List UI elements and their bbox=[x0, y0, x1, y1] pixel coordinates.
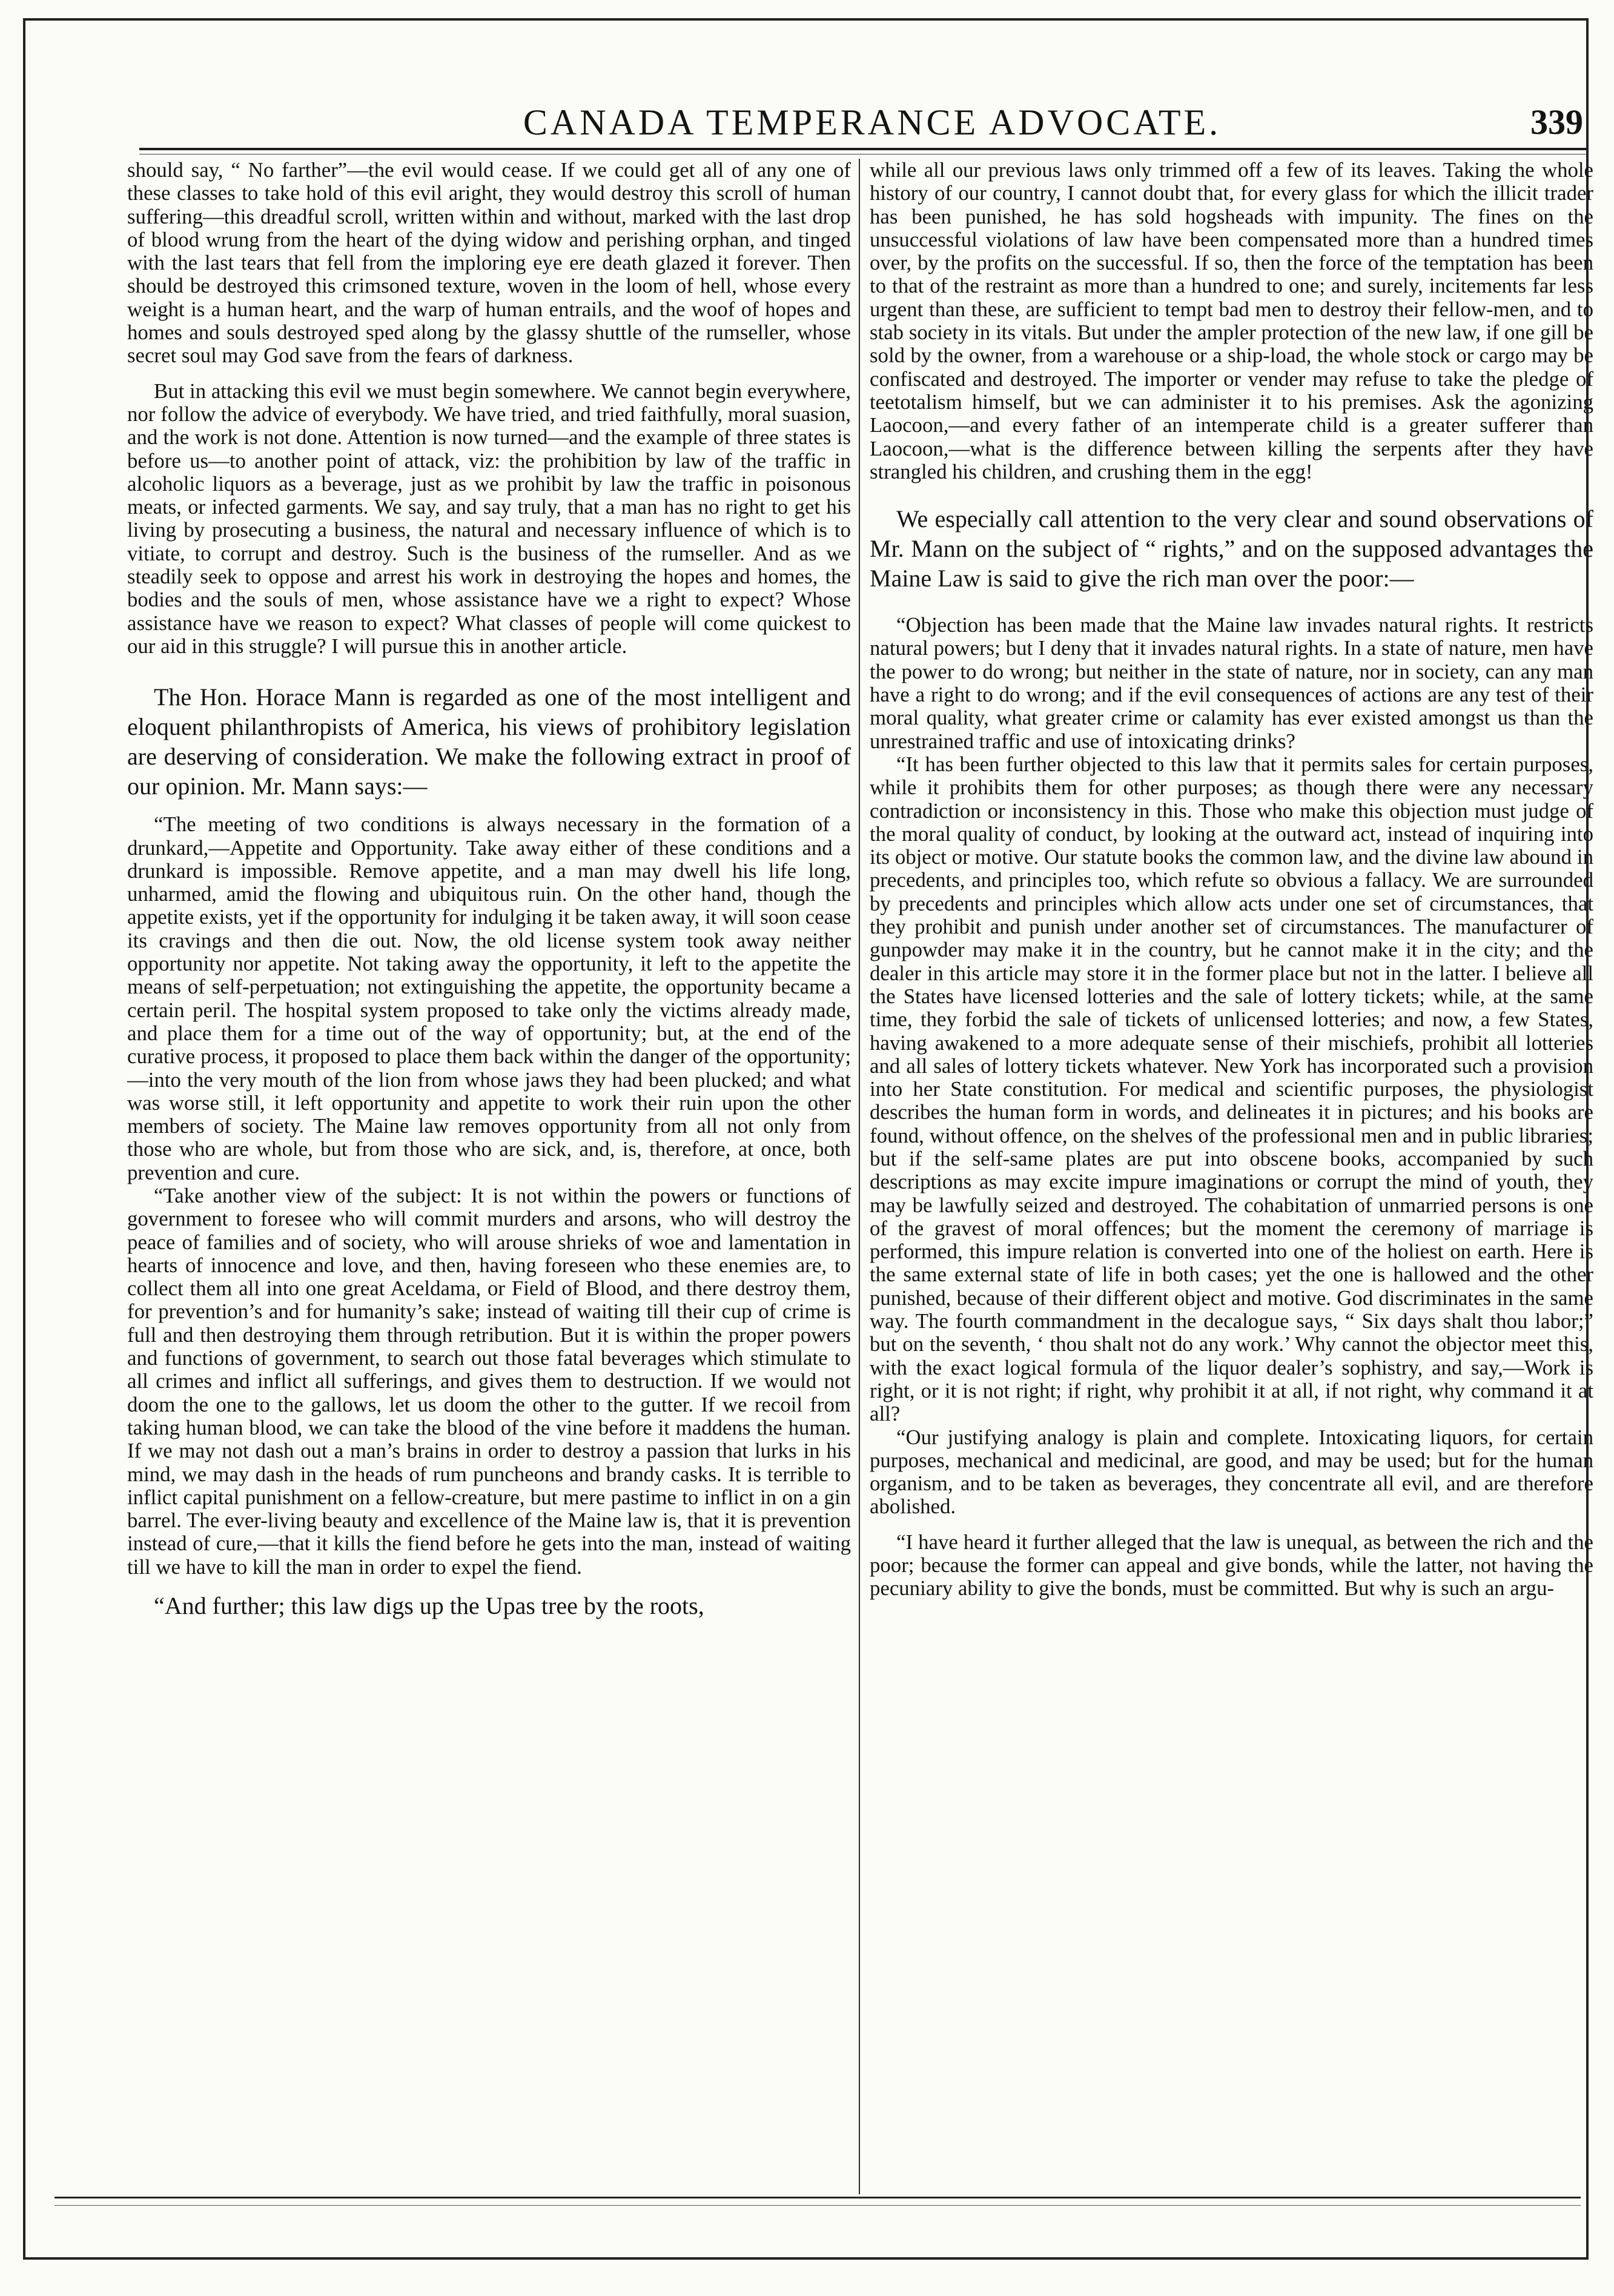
quote-paragraph: “And further; this law digs up the Upas tree by the roots, bbox=[154, 1592, 704, 1620]
quote-paragraph: “I have heard it further alleged that the law is unequal, as between the rich and the poor; because the former can appeal and give bonds, while the latter, not having the pecuniary ability to give the bonds, must be committed. But why is such an argu- bbox=[870, 1530, 1593, 1601]
quote-paragraph: “Our justifying analogy is plain and complete. Intoxicating liquors, for certain purposes, mechanical and medicinal, are good, and may be used; but for the human organism, and to be taken as beverages, they concentrate all evil, and are therefore abolished. bbox=[870, 1425, 1593, 1519]
paragraph: while all our previous laws only trimmed off a few of its leaves. Taking the whole history of our country, I cannot doubt that, for every glass for which the illicit trader has been punished, he has sold hogsheads with impunity. The fines on the unsuccessful violations of law have been compensated more than a hundred times over, by the profits on the successful. If so, then the force of the temptation has been to that of the restraint as more than a hundred to one; and surely, incitements far less urgent than these, are sufficient to tempt bad men to destroy their fellow-men, and to stab society in its vitals. But under the ampler protection of the new law, if one gill be sold by the owner, from a warehouse or a ship-load, the whole stock or cargo may be confiscated and destroyed. The importer or vender may refuse to take the pledge of teetotalism himself, but we can administer it to his premises. Ask the agonizing Laocoon,—and every father of an intemperate child is a greater sufferer than Laocoon,—what is the difference between killing the serpents after they have strangled his children, and crushing them in the egg! bbox=[870, 158, 1593, 483]
bottom-rule bbox=[55, 2197, 1581, 2198]
paragraph: But in attacking this evil we must begin somewhere. We cannot begin everywhere, nor follow the advice of everybody. We have tried, and tried faithfully, moral suasion, and the work is not done. Attention is now turned—and the example of three states is before us—to another point of attack, viz: the prohibition by law of the traffic in alcoholic liquors as a beverage, just as we prohibit by law the traffic in poisonous meats, or infected garments. We say, and say truly, that a man has no right to get his living by prosecuting a business, the natural and necessary influence of which is to vitiate, to corrupt and destroy. Such is the business of the rumseller. And as we steadily seek to oppose and arrest his work in destroying the hopes and homes, the bodies and the souls of men, whose assistance have we a right to expect? Whose assistance have we reason to expect? What classes of people will come quickest to our aid in this struggle? I will pursue this in another article. bbox=[127, 379, 851, 658]
left-column bbox=[127, 159, 851, 1621]
right-column bbox=[870, 159, 1593, 1601]
quote-paragraph: “The meeting of two conditions is always necessary in the formation of a drunkard,—Appetite and Opportunity. Take away either of these conditions and a drunkard is impossible. Remove appetite, and a man may dwell his life long, unharmed, amid the flowing and ubiquitous ruin. On the other hand, though the appetite exists, yet if the opportunity for indulging it be taken away, it will soon cease its cravings and then die out. Now, the old license system took away neither opportunity nor appetite. Not taking away the opportunity, it left to the appetite the means of self-perpetuation; not extinguishing the appetite, the opportunity became a certain peril. The hospital system proposed to take only the victims already made, and place them for a time out of the way of opportunity; but, at the end of the curative process, it proposed to place them back within the danger of the opportunity;—into the very mouth of the lion from whose jaws they had been plucked; and what was worse still, it left opportunity and appetite to work their ruin upon the other members of society. The Maine law removes opportunity from all not only from those who are whole, but from those who are sick, and, is, therefore, at once, both prevention and cure. bbox=[127, 812, 851, 1184]
paragraph: should say, “ No farther”—the evil would cease. If we could get all of any one of these classes to take hold of this evil aright, they would destroy this scroll of human suffering—this dreadful scroll, written within and without, marked with the last drop of blood wrung from the heart of the dying widow and perishing orphan, and tinged with the last tears that fell from the imploring eye ere death glazed it forever. Then should be destroyed this crimsoned texture, woven in the loom of hell, whose every weight is a human heart, and the warp of human entrails, and the woof of hopes and homes and souls destroyed sped along by the glassy shuttle of the rumseller, whose secret soul may God save from the fears of darkness. bbox=[127, 158, 851, 368]
quote-paragraph: “Objection has been made that the Maine law invades natural rights. It restricts natural powers; but I deny that it invades natural rights. In a state of nature, men have the power to do wrong; but neither in the state of nature, nor in society, can any man have a right to do wrong; and if the evil consequences of actions are any test of their moral quality, what greater crime or calamity has ever existed amongst us than the unrestrained traffic and use of intoxicating drinks? bbox=[870, 613, 1593, 753]
paragraph-intro-mann: The Hon. Horace Mann is regarded as one of the most intelligent and eloquent philanthropists of America, his views of prohibitory legislation are deserving of consideration. We make the following extract in proof of our opinion. Mr. Mann says:— bbox=[127, 683, 851, 800]
publication-title: CANADA TEMPERANCE ADVOCATE. bbox=[523, 102, 1222, 142]
editorial-note: We especially call attention to the very clear and sound observations of Mr. Mann on the subject of “ rights,” and on the supposed advantages the Maine Law is said to give the rich man over the poor:— bbox=[870, 505, 1593, 592]
quote-paragraph: “It has been further objected to this law that it permits sales for certain purposes, while it prohibits them for other purposes; as though there were any necessary contradiction or inconsistency in this. Those who make this objection must judge of the moral quality of conduct, by looking at the outward act, instead of inquiring into its object or motive. Our statute books the common law, and the divine law abound in precedents, and principles too, which refute so obvious a fallacy. We are surrounded by precedents and principles which allow acts under one set of circumstances, that they prohibit and punish under another set of circumstances. The manufacturer of gunpowder may make it in the country, but he cannot make it in the city; and the dealer in this article may store it in the former place but not in the latter. I believe all the States have licensed lotteries and the sale of lottery tickets; while, at the same time, they forbid the sale of tickets of unlicensed lotteries; and now, a few States, having awakened to a more adequate sense of their mischiefs, prohibit all lotteries and all sales of lottery tickets whatever. New York has incorporated such a provision into her State constitution. For medical and scientific purposes, the physiologist describes the human form in words, and delineates it in pictures; and his books are found, without offence, on the shelves of the professional men and in public libraries; but if the self-same plates are put into obscene books, accompanied by such descriptions as may excite impure imaginations or corrupt the mind of youth, they may be lawfully seized and destroyed. The cohabitation of unmarried persons is one of the gravest of moral offences; but the moment the ceremony of marriage is performed, this impure relation is converted into one of the holiest on earth. Here is the same external state of life in both cases; yet the one is hallowed and the other punished, because of their different object and motive. God discriminates in the same way. The fourth commandment in the decalogue says, “ Six days shalt thou labor;” but on the seventh, ‘ thou shalt not do any work.’ Why cannot the objector meet this, with the exact logical formula of the liquor dealer’s sophistry, and say,—Work is right, or it is not right; if right, why prohibit it at all, if not right, why command it at all? bbox=[870, 752, 1593, 1426]
quote-paragraph: “Take another view of the subject: It is not within the powers or functions of government to foresee who will commit murders and arsons, who will destroy the peace of families and of society, who will arouse shrieks of woe and lamentation in hearts of innocence and love, and then, having foreseen who these enemies are, to collect them all into one great Aceldama, or Field of Blood, and there destroy them, for prevention’s and for humanity’s sake; instead of waiting till their cup of crime is full and then destroying them through retribution. But it is within the proper powers and functions of government, to search out those fatal beverages which stimulate to all crimes and inflict all sufferings, and gives them to destruction. If we would not doom the one to the gallows, let us doom the other to the gutter. If we recoil from taking human blood, we can take the blood of the vine before it maddens the human. If we may not dash out a man’s brains in order to destroy a passion that lurks in his mind, we may dash in the heads of rum puncheons and brandy casks. It is terrible to inflict capital punishment on a fellow-creature, but mere pastime to inflict in on a gin barrel. The ever-living beauty and excellence of the Maine law is, that it is prevention instead of cure,—that it kills the fiend before he gets into the man, instead of waiting till we have to kill the man in order to expel the fiend. bbox=[127, 1183, 851, 1579]
header-rule bbox=[139, 148, 1587, 150]
bottom-rule-thin bbox=[55, 2205, 1581, 2206]
column-divider bbox=[859, 159, 860, 2194]
page-number: 339 bbox=[1530, 102, 1583, 142]
